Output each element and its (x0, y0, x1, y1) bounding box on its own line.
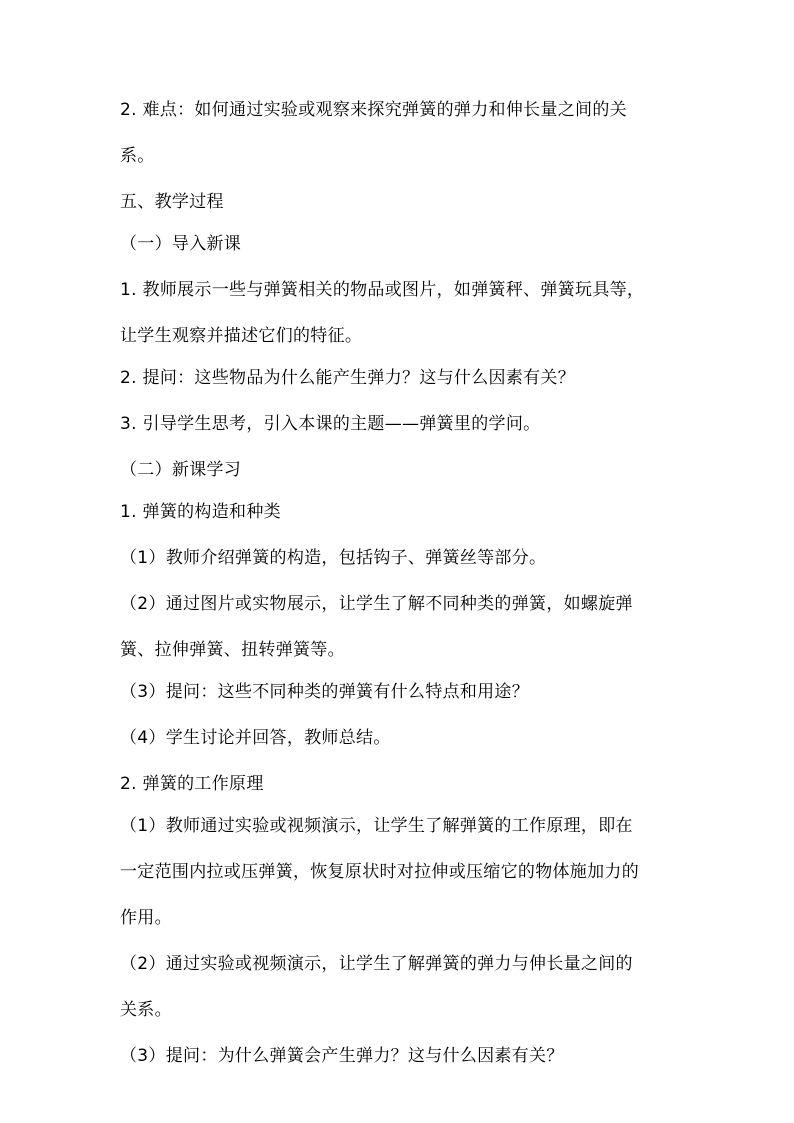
paragraph-line: （3）提问：为什么弹簧会产生弹力？这与什么因素有关？ (120, 1046, 564, 1066)
paragraph-line: （1）教师通过实验或视频演示，让学生了解弹簧的工作原理，即在 (120, 816, 633, 836)
list-heading: 1. 弹簧的构造和种类 (120, 502, 281, 522)
paragraph-line: 一定范围内拉或压弹簧，恢复原状时对拉伸或压缩它的物体施加力的 (120, 862, 639, 882)
paragraph-line: 2. 提问：这些物品为什么能产生弹力？这与什么因素有关？ (120, 368, 576, 388)
paragraph-line: 3. 引导学生思考，引入本课的主题——弹簧里的学问。 (120, 414, 541, 434)
paragraph-line: 1. 教师展示一些与弹簧相关的物品或图片，如弹簧秤、弹簧玩具等， (120, 280, 645, 300)
paragraph-line: 簧、拉伸弹簧、扭转弹簧等。 (120, 640, 345, 660)
paragraph-line: 让学生观察并描述它们的特征。 (120, 326, 363, 346)
subsection-heading: （一）导入新课 (120, 234, 242, 254)
paragraph-line: （4）学生讨论并回答，教师总结。 (120, 728, 391, 748)
paragraph-line: （2）通过实验或视频演示，让学生了解弹簧的弹力与伸长量之间的 (120, 954, 633, 974)
section-heading: 五、教学过程 (120, 192, 224, 212)
paragraph-line: 作用。 (120, 908, 172, 928)
paragraph-line: 2. 难点：如何通过实验或观察来探究弹簧的弹力和伸长量之间的关 (120, 100, 627, 120)
document-body (120, 99, 680, 1068)
subsection-heading: （二）新课学习 (120, 460, 242, 480)
list-heading: 2. 弹簧的工作原理 (120, 774, 264, 794)
paragraph-line: 关系。 (120, 1000, 172, 1020)
paragraph-line: （2）通过图片或实物展示，让学生了解不同种类的弹簧，如螺旋弹 (120, 594, 633, 614)
paragraph-line: （3）提问：这些不同种类的弹簧有什么特点和用途？ (120, 682, 530, 702)
paragraph-line: 系。 (120, 146, 155, 166)
paragraph-line: （1）教师介绍弹簧的构造，包括钩子、弹簧丝等部分。 (120, 548, 547, 568)
